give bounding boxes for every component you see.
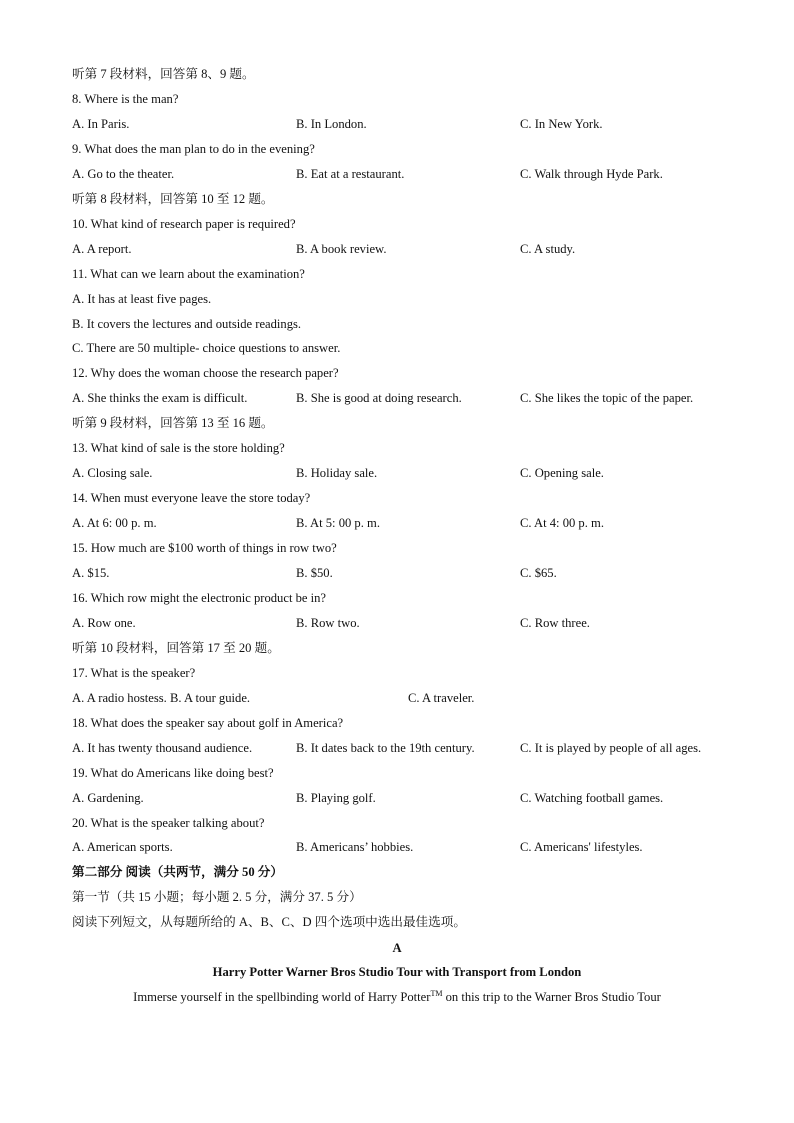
answer-option: A. $15.	[72, 566, 110, 580]
answer-option: B. It dates back to the 19th century.	[296, 740, 475, 755]
answer-option: B. Eat at a restaurant.	[296, 166, 405, 181]
text-line: 16. Which row might the electronic product be in?	[72, 590, 327, 605]
answer-option: C. In New York.	[520, 116, 603, 131]
answer-option: B. A book review.	[296, 241, 387, 256]
answer-option: B. Playing golf.	[296, 790, 376, 805]
text-line: B. It covers the lectures and outside readings.	[72, 316, 302, 331]
answer-option: A. She thinks the exam is difficult.	[72, 391, 248, 406]
text-line: 17. What is the speaker?	[72, 665, 196, 680]
answer-option: C. $65.	[520, 566, 557, 580]
text-line: 10. What kind of research paper is required?	[72, 216, 296, 231]
text-line: 9. What does the man plan to do in the evening?	[72, 141, 315, 156]
answer-option: A. It has twenty thousand audience.	[72, 740, 253, 755]
answer-option: C. Americans' lifestyles.	[520, 840, 643, 855]
text-line: 11. What can we learn about the examination?	[72, 266, 305, 281]
answer-option: C. Watching football games.	[520, 790, 664, 805]
answer-option: A. American sports.	[72, 840, 173, 855]
answer-option: A. A report.	[72, 241, 132, 256]
section-heading: 第二部分 阅读（共两节，满分 50 分）	[72, 865, 283, 880]
text-line: 阅读下列短文，从每题所给的 A、B、C、D 四个选项中选出最佳选项。	[72, 915, 466, 930]
trademark-mark: TM	[430, 988, 443, 998]
text-line: 19. What do Americans like doing best?	[72, 765, 274, 780]
answer-option: C. Opening sale.	[520, 466, 604, 481]
answer-option: C. At 4: 00 p. m.	[520, 516, 604, 531]
answer-option: A. Go to the theater.	[72, 166, 175, 181]
answer-option: C. Walk through Hyde Park.	[520, 166, 663, 181]
text-line: C. There are 50 multiple- choice questions to answer.	[72, 341, 341, 356]
answer-option: A. Gardening.	[72, 790, 144, 805]
answer-option: A. A radio hostess. B. A tour guide.	[72, 690, 251, 705]
answer-option: B. Americans’ hobbies.	[296, 840, 414, 855]
passage-intro-text: Immerse yourself in the spellbinding world of Harry Potter	[133, 990, 431, 1004]
text-line: 8. Where is the man?	[72, 91, 179, 106]
answer-option: B. Row two.	[296, 615, 360, 630]
answer-option: A. Closing sale.	[72, 466, 153, 481]
answer-option: B. She is good at doing research.	[296, 391, 462, 406]
text-line: 听第 8 段材料，回答第 10 至 12 题。	[72, 191, 274, 206]
text-line: 14. When must everyone leave the store today?	[72, 491, 311, 506]
text-line: 12. Why does the woman choose the research paper?	[72, 366, 339, 381]
answer-option: C. She likes the topic of the paper.	[520, 391, 694, 406]
answer-option: B. In London.	[296, 116, 367, 131]
text-line: 13. What kind of sale is the store holding?	[72, 441, 285, 456]
answer-option: B. Holiday sale.	[296, 466, 378, 481]
answer-option: B. $50.	[296, 566, 333, 580]
text-line: 第一节（共 15 小题；每小题 2. 5 分，满分 37. 5 分）	[72, 890, 362, 905]
answer-option: A. At 6: 00 p. m.	[72, 516, 157, 531]
text-line: 听第 9 段材料，回答第 13 至 16 题。	[72, 416, 274, 431]
passage-letter: A	[392, 941, 402, 955]
answer-option: C. Row three.	[520, 615, 590, 630]
passage-title: Harry Potter Warner Bros Studio Tour with Transport from London	[212, 965, 582, 979]
passage-intro	[0, 989, 794, 1005]
answer-option: B. At 5: 00 p. m.	[296, 516, 380, 531]
text-line: 听第 10 段材料，回答第 17 至 20 题。	[72, 640, 280, 655]
answer-option: C. A traveler.	[408, 690, 475, 705]
answer-option: A. Row one.	[72, 615, 136, 630]
text-line: 听第 7 段材料，回答第 8、9 题。	[72, 67, 255, 81]
text-line: 15. How much are $100 worth of things in row two?	[72, 541, 337, 556]
text-line: A. It has at least five pages.	[72, 291, 212, 306]
passage-intro-text-end: on this trip to the Warner Bros Studio Tour	[442, 990, 661, 1004]
text-line: 18. What does the speaker say about golf in America?	[72, 715, 344, 730]
answer-option: A. In Paris.	[72, 116, 130, 131]
text-line: 20. What is the speaker talking about?	[72, 815, 265, 830]
answer-option: C. A study.	[520, 241, 576, 256]
answer-option: C. It is played by people of all ages.	[520, 740, 702, 755]
